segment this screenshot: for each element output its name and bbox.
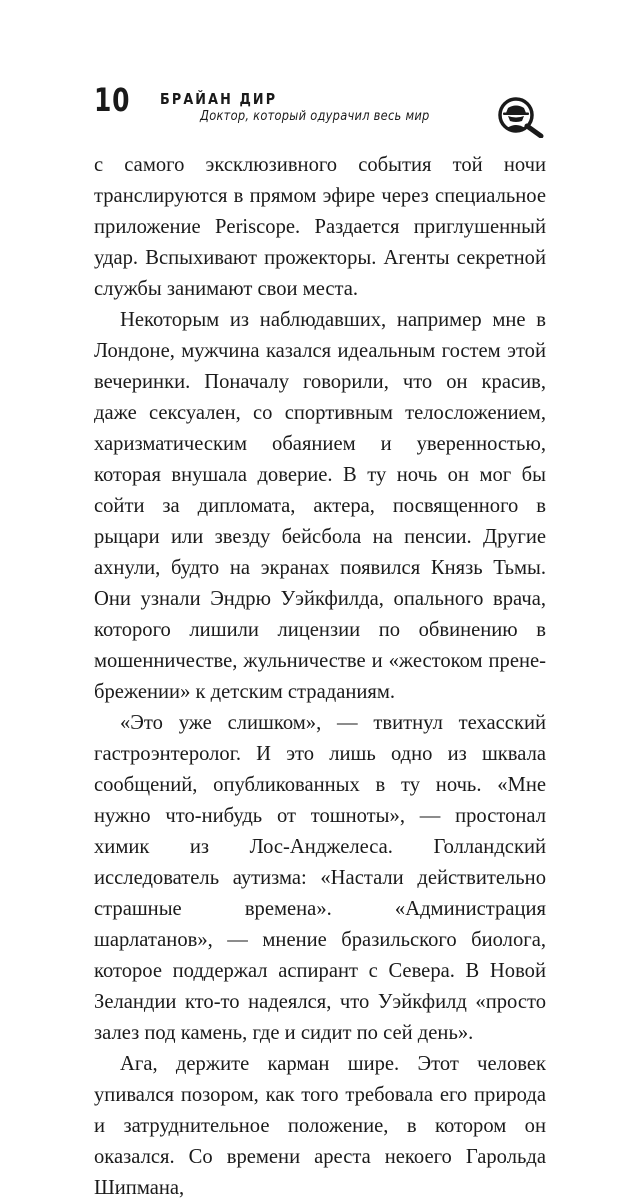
paragraph: Ага, держите карман шире. Этот человек упивался позором, как того требовала его природа и затруднительное положение, в котором он оказался. Со времени ареста некоего Гарольда Шипмана,: [94, 1053, 546, 1199]
running-author: БРАЙАН ДИР: [160, 90, 278, 108]
paragraph: с самого эксклюзивного события той ночи транслируются в прямом эфире через специальное приложение Periscope. Раздается приглушенный удар. Вспыхивают прожекторы. Агенты секретной службы занимают свои места.: [94, 154, 546, 300]
page-body-text: [94, 150, 546, 1204]
page-number: 10: [94, 81, 131, 119]
magnifier-detective-icon: [497, 96, 545, 138]
paragraph: Некоторым из наблюдавших, например мне в Лондоне, мужчина казался идеальным гостем этой вечеринки. Поначалу говорили, что он красив, даже сексуален, со спортивным телосложением, харизматическим обаянием и уверенностью, которая внушала доверие. В ту ночь он мог бы сойти за дипломата, актера, посвященного в рыцари или звезду бейсбола на пенсии. Другие ахнули, будто на экранах появился Князь Тьмы. Они узнали Эндрю Уэйкфилда, опального врача, которого лишили лицензии по обвинению в мошенничестве, жульничестве и «жестоком пренебрежении» к детским страданиям.: [94, 309, 546, 703]
running-header: [0, 0, 619, 150]
paragraph: «Это уже слишком», — твитнул техасский гастроэнтеролог. И это лишь одно из шквала сообщений, опубликованных в ту ночь. «Мне нужно что-нибудь от тошноты», — простонал химик из Лос-Анджелеса. Голландский исследователь аутизма: «Настали действительно страшные времена». «Администрация шарлатанов», — мнение бразильского биолога, которое поддержал аспирант с Севера. В Новой Зеландии кто-то надеялся, что Уэйкфилд «просто залез под камень, где и сидит по сей день».: [94, 712, 546, 1044]
running-book-title: Доктор, который одурачил весь мир: [200, 109, 430, 124]
